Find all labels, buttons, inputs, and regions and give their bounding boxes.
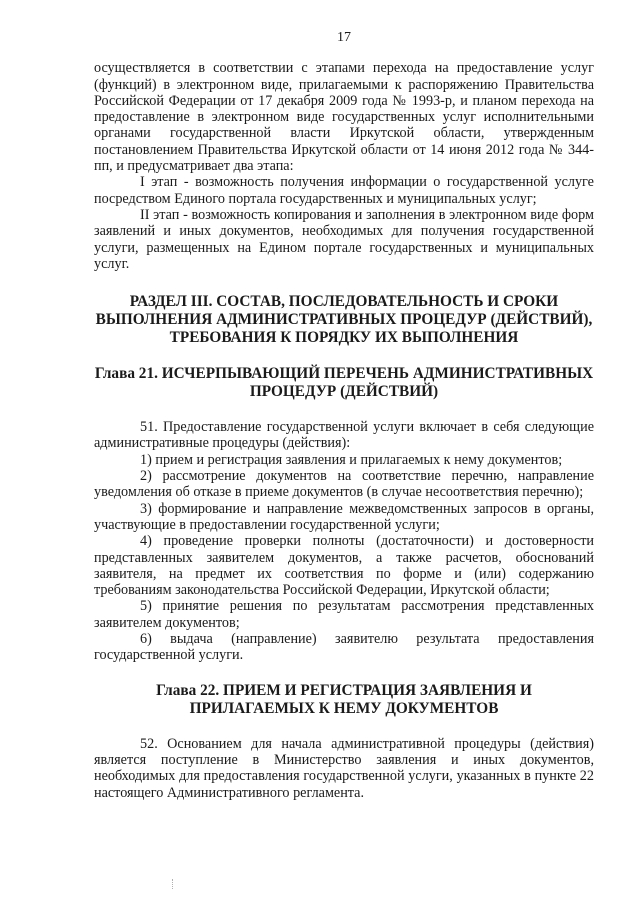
chapter-21-list-item: 3) формирование и направление межведомственных запросов в органы, участвующие в предоставлении государственной услуги; [94, 500, 594, 533]
chapter-21-list-item: 5) принятие решения по результатам рассмотрения представленных заявителем документов; [94, 598, 594, 631]
chapter-21-list-item: 4) проведение проверки полноты (достаточности) и достоверности представленных заявителем документов, а также расчетов, обоснований заявителя, на предмет их соответствия по форме и (или) содержанию требованиям законодательства Российской Федерации, Иркутской области; [94, 533, 594, 599]
intro-stage-2: II этап - возможность копирования и заполнения в электронном виде форм заявлений и иных документов, необходимых для получения государственной услуги, размещенных на Едином портале государственных и муниципальных услуг. [94, 206, 594, 272]
intro-paragraph-1: осуществляется в соответствии с этапами перехода на предоставление услуг (функций) в электронном виде, прилагаемыми к распоряжению Правительства Российской Федерации от 17 декабря 2009 года № 1993-р, и планом перехода на предоставление в электронном виде государственных услуг исполнительными органами государственной власти Иркутской области, утвержденным постановлением Правительства Иркутской области от 14 июня 2012 года № 344-пп, и предусматривает два этапа: [94, 60, 594, 175]
chapter-22-paragraph: 52. Основанием для начала административной процедуры (действия) является поступление в Министерство заявления и иных документов, необходимых для предоставления государственной услуги, указанных в пункте 22 настоящего Административного регламента. [94, 735, 594, 801]
chapter-21-list-item: 2) рассмотрение документов на соответствие перечню, направление уведомления об отказе в приеме документов (в случае несоответствия перечню); [94, 468, 594, 501]
page-number: 17 [337, 30, 351, 45]
chapter-21-list-item: 6) выдача (направление) заявителю результата предоставления государственной услуги. [94, 631, 594, 664]
chapter-21-title: Глава 21. ИСЧЕРПЫВАЮЩИЙ ПЕРЕЧЕНЬ АДМИНИСТРАТИВНЫХ ПРОЦЕДУР (ДЕЙСТВИЙ) [94, 365, 594, 401]
chapter-22-title: Глава 22. ПРИЕМ И РЕГИСТРАЦИЯ ЗАЯВЛЕНИЯ И ПРИЛАГАЕМЫХ К НЕМУ ДОКУМЕНТОВ [156, 681, 532, 717]
spacer [94, 718, 594, 736]
chapter-21-list-item: 1) прием и регистрация заявления и прилагаемых к нему документов; [140, 451, 563, 468]
chapter-21-paragraph: 51. Предоставление государственной услуги включает в себя следующие административные процедуры (действия): [94, 419, 594, 452]
document-page [94, 30, 594, 801]
intro-stage-1: I этап - возможность получения информации о государственной услуге посредством Единого портала государственных и муниципальных услуг; [94, 174, 594, 207]
scan-mark [172, 879, 175, 889]
spacer [94, 401, 594, 419]
section-title: РАЗДЕЛ III. СОСТАВ, ПОСЛЕДОВАТЕЛЬНОСТЬ И СРОКИ ВЫПОЛНЕНИЯ АДМИНИСТРАТИВНЫХ ПРОЦЕДУР (ДЕЙСТВИЙ), ТРЕБОВАНИЯ К ПОРЯДКУ ИХ ВЫПОЛНЕНИЯ [95, 293, 593, 347]
